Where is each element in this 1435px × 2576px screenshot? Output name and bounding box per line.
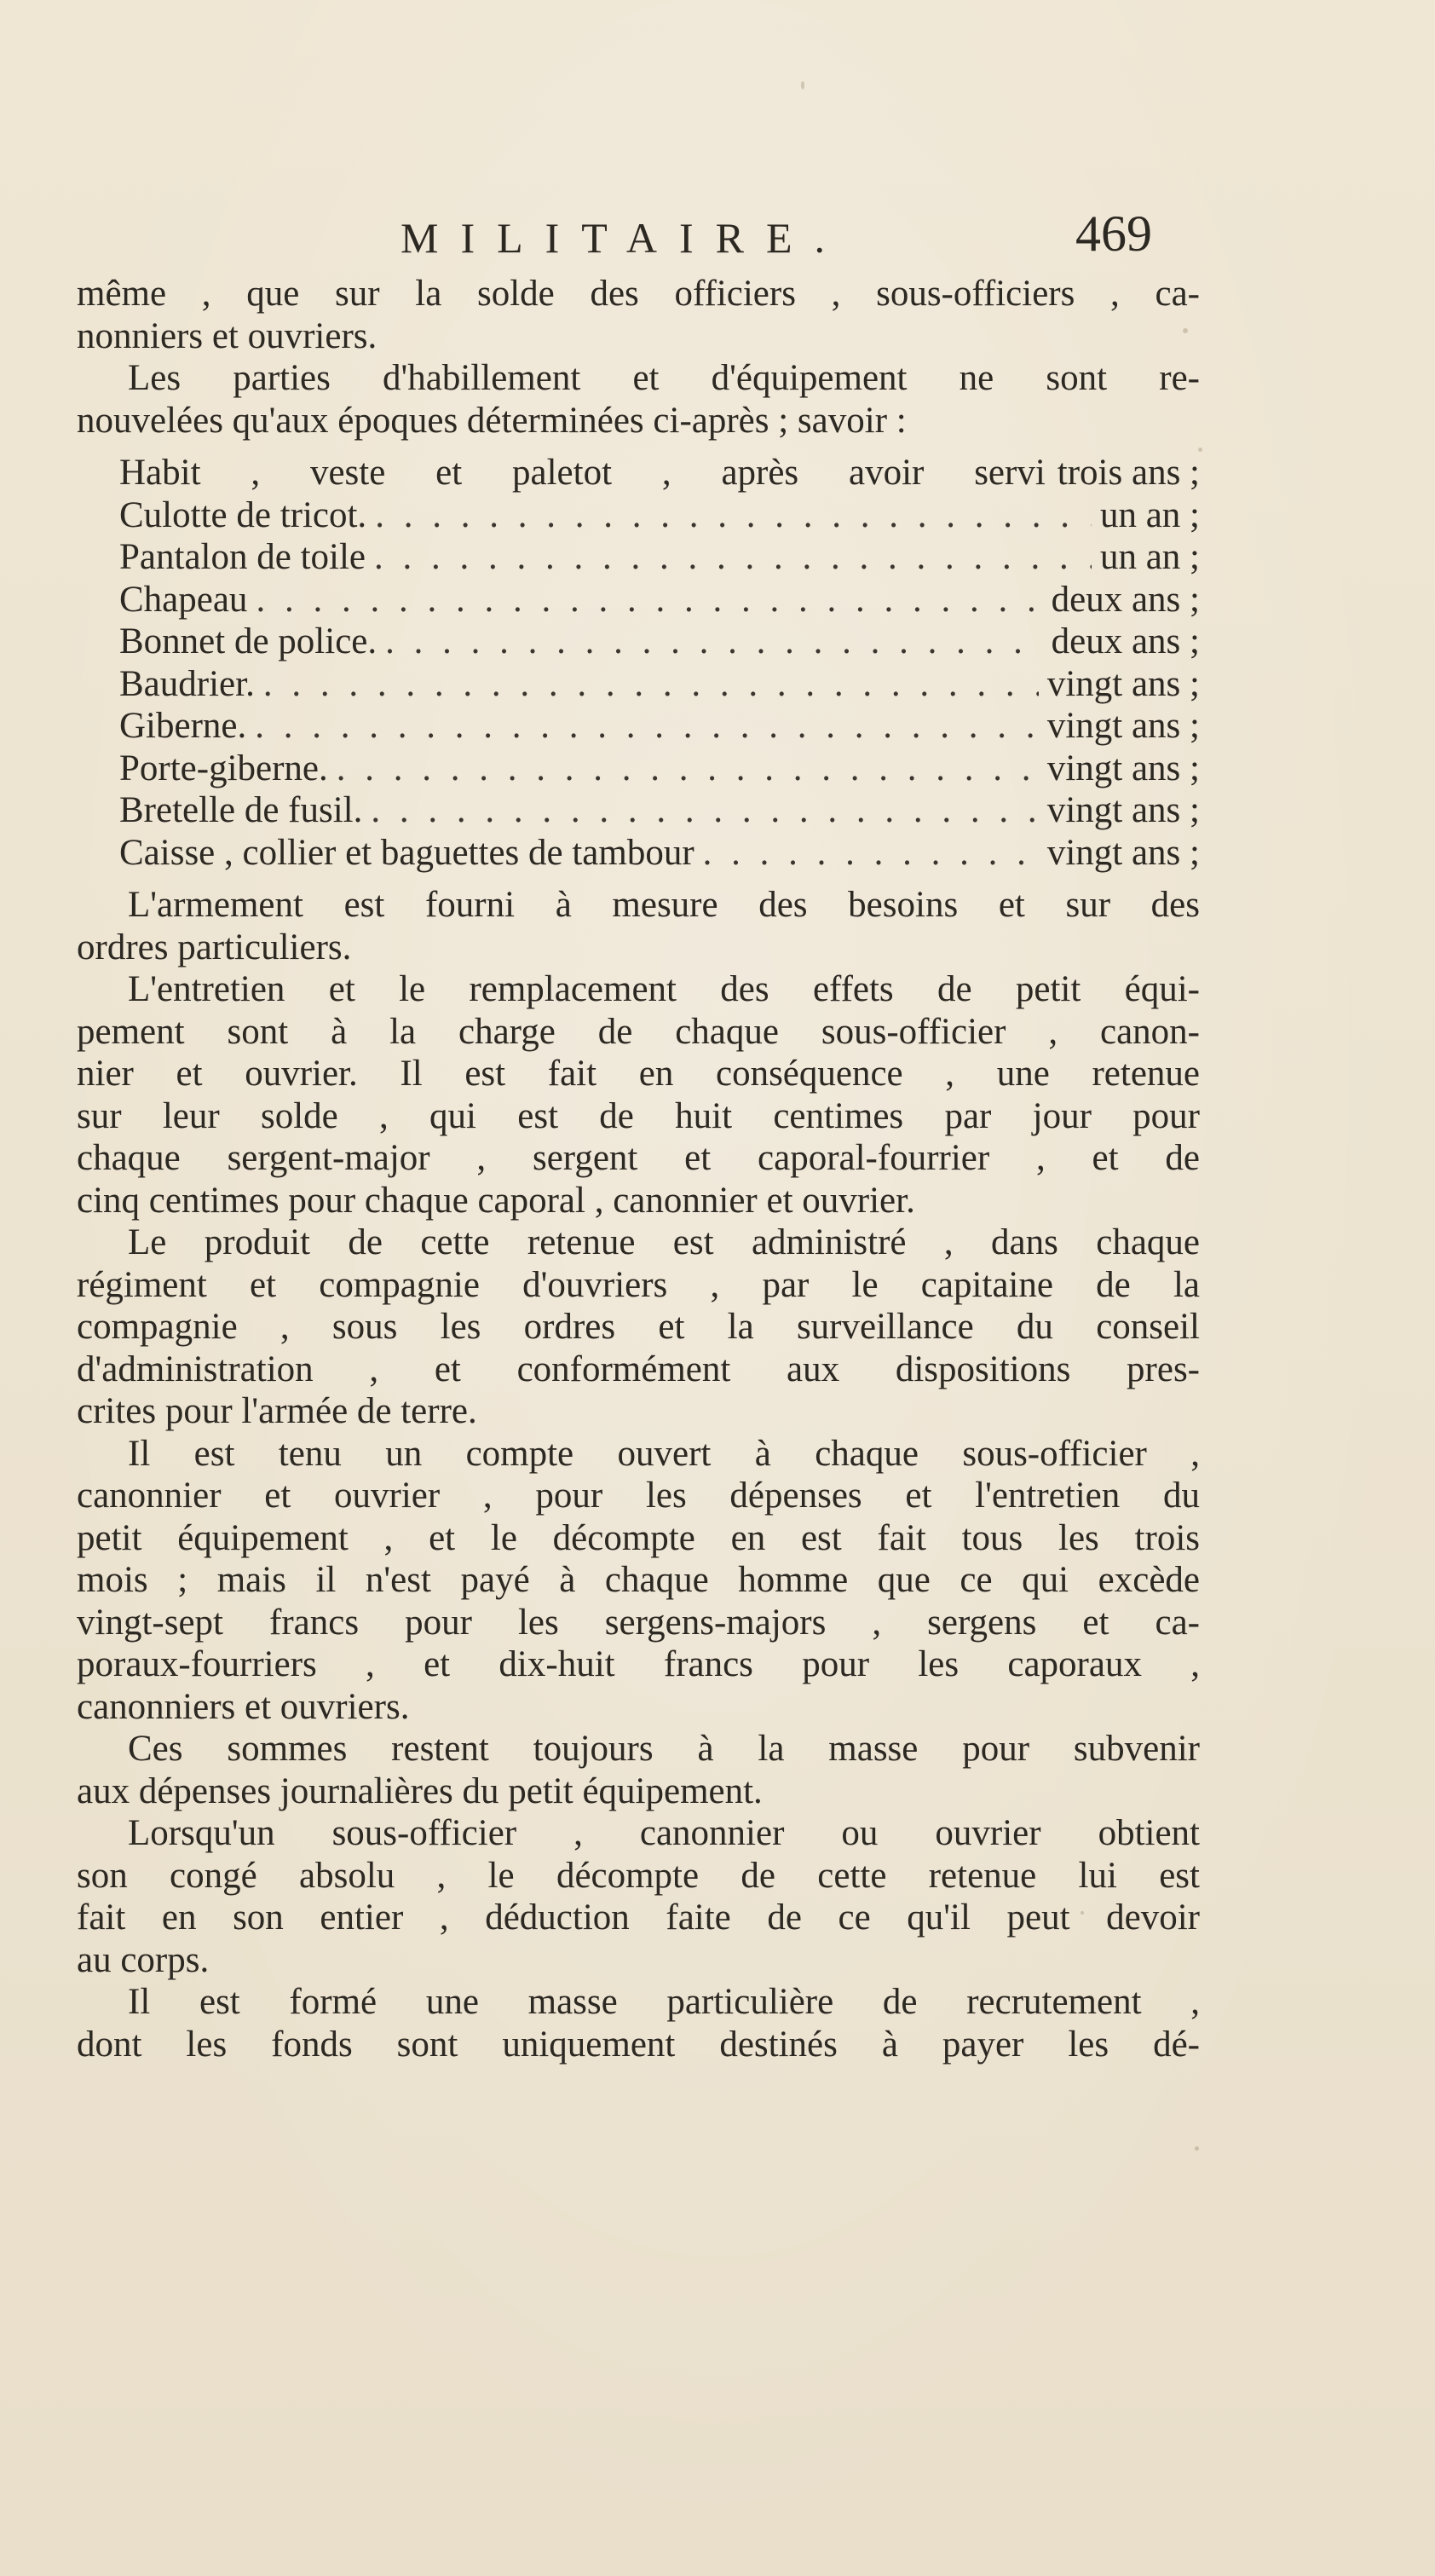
text-line: son congé absolu , le décompte de cette retenue lui est — [77, 1855, 1200, 1896]
list-item-duration: deux ans ; — [1051, 621, 1200, 661]
text-line: Le produit de cette retenue est administré , dans chaque — [128, 1222, 1200, 1262]
text-line: Il est formé une masse particulière de recrutement , — [128, 1982, 1200, 2022]
list-item-name: Baudrier. — [119, 663, 255, 704]
text-line: compagnie , sous les ordres et la surveillance du conseil — [77, 1307, 1200, 1347]
paper-speck — [1195, 2146, 1199, 2151]
list-item-name: Porte-giberne. — [119, 748, 328, 788]
list-item-duration: vingt ans ; — [1046, 832, 1200, 873]
text-line: L'armement est fourni à mesure des besoins et sur des — [128, 885, 1200, 925]
dot-leader — [374, 536, 1092, 579]
text-line: poraux-fourriers , et dix-huit francs pour les caporaux , — [77, 1644, 1200, 1684]
list-item — [119, 621, 1200, 663]
text-line: régiment et compagnie d'ouvriers , par le capitaine de la — [77, 1264, 1200, 1305]
list-item-name: Chapeau — [119, 579, 248, 620]
list-item — [119, 579, 1200, 621]
page-number: 469 — [1075, 205, 1152, 262]
dot-leader — [703, 832, 1039, 875]
paper-speck — [1081, 1911, 1084, 1915]
text-line: Il est tenu un compte ouvert à chaque sous-officier , — [128, 1433, 1200, 1474]
list-item — [119, 748, 1200, 790]
list-item-duration: deux ans ; — [1051, 579, 1200, 620]
list-item-duration: trois ans ; — [1057, 453, 1200, 493]
dot-leader — [385, 621, 1043, 663]
dot-leader — [255, 705, 1039, 748]
dot-leader — [371, 789, 1038, 832]
paper-speck — [1198, 448, 1202, 452]
list-item-name: Bonnet de police. — [119, 621, 377, 661]
text-line: vingt-sept francs pour les sergens-majors , sergens et ca- — [77, 1602, 1200, 1643]
list-item-duration: vingt ans ; — [1046, 706, 1200, 746]
text-line: Les parties d'habillement et d'équipement ne sont re- — [128, 358, 1200, 398]
text-line: cinq centimes pour chaque caporal , canonnier et ouvrier. — [77, 1180, 915, 1221]
running-title: MILITAIRE. — [401, 214, 847, 262]
list-item-duration: vingt ans ; — [1046, 790, 1200, 830]
dot-leader — [375, 494, 1092, 537]
text-line: L'entretien et le remplacement des effets de petit équi- — [128, 969, 1200, 1009]
text-line: aux dépenses journalières du petit équipement. — [77, 1770, 763, 1811]
dot-leader — [337, 748, 1039, 790]
list-item-duration: un an ; — [1099, 494, 1200, 535]
text-line: chaque sergent-major , sergent et caporal-fourrier , et de — [77, 1138, 1200, 1178]
list-item-name: Habit , veste et paletot , après avoir servi — [119, 453, 1046, 493]
list-item — [119, 536, 1200, 579]
list-item-name: Caisse , collier et baguettes de tambour — [119, 832, 694, 873]
text-line: Ces sommes restent toujours à la masse pour subvenir — [128, 1729, 1200, 1769]
text-line: nier et ouvrier. Il est fait en conséquence , une retenue — [77, 1054, 1200, 1094]
list-item-name: Bretelle de fusil. — [119, 790, 363, 830]
list-item-duration: un an ; — [1099, 537, 1200, 577]
text-line: nouvelées qu'aux époques déterminées ci-après ; savoir : — [77, 400, 907, 441]
text-line: canonnier et ouvrier , pour les dépenses et l'entretien du — [77, 1476, 1200, 1516]
page-text — [77, 273, 1200, 2065]
text-line: fait en son entier , déduction faite de ce qu'il peut devoir — [77, 1897, 1200, 1938]
text-line: petit équipement , et le décompte en est fait tous les trois — [77, 1517, 1200, 1558]
text-line: sur leur solde , qui est de huit centimes par jour pour — [77, 1095, 1200, 1136]
text-line: ordres particuliers. — [77, 927, 352, 967]
text-line: crites pour l'armée de terre. — [77, 1391, 477, 1431]
list-item-name: Pantalon de toile — [119, 537, 366, 577]
list-item-duration: vingt ans ; — [1046, 748, 1200, 788]
text-line: même , que sur la solde des officiers , sous-officiers , ca- — [77, 274, 1200, 314]
text-line: dont les fonds sont uniquement destinés à payer les dé- — [77, 2024, 1200, 2065]
text-line: Lorsqu'un sous-officier , canonnier ou ouvrier obtient — [128, 1813, 1200, 1853]
text-line: d'administration , et conformément aux dispositions pres- — [77, 1349, 1200, 1389]
page-header — [0, 205, 1435, 273]
list-item-name: Culotte de tricot. — [119, 494, 367, 535]
dot-leader — [256, 579, 1042, 621]
dot-leader — [263, 663, 1039, 706]
list-item — [119, 663, 1200, 706]
text-line: au corps. — [77, 1939, 210, 1980]
text-line: pement sont à la charge de chaque sous-officier , canon- — [77, 1011, 1200, 1052]
list-item — [119, 789, 1200, 832]
list-item — [119, 452, 1200, 494]
equipment-renewal-list — [77, 452, 1200, 874]
list-item — [119, 832, 1200, 875]
list-item-name: Giberne. — [119, 706, 247, 746]
list-item — [119, 494, 1200, 537]
text-line: canonniers et ouvriers. — [77, 1686, 410, 1727]
list-item — [119, 705, 1200, 748]
list-item-duration: vingt ans ; — [1046, 663, 1200, 704]
paper-speck — [801, 81, 804, 90]
paper-speck — [1183, 328, 1188, 333]
text-line: nonniers et ouvriers. — [77, 315, 377, 356]
text-line: mois ; mais il n'est payé à chaque homme que ce qui excède — [77, 1560, 1200, 1600]
